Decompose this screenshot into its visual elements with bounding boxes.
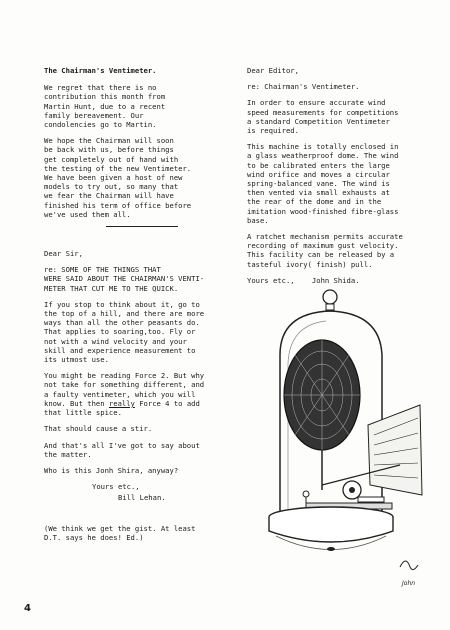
page-number: 4: [24, 603, 31, 614]
letter2-signature: John Shida.: [311, 275, 360, 285]
editor-note: (We think we get the gist. At least D.T. says he does! Ed.): [44, 523, 196, 542]
glass-dome-ventimeter-drawing: [250, 285, 430, 603]
letter-para-matter: And that's all I've got to say about the matter.: [44, 440, 200, 459]
letter-para-stir: That should cause a stir.: [44, 424, 153, 434]
fibre-glass-base: [269, 507, 393, 551]
letter2-para-ratchet: A ratchet mechanism permits accurate recording of maximum gust velocity. This facility can be released by a tasteful ivory( finish) pull.: [247, 232, 403, 269]
letter-para-force: [44, 371, 239, 417]
article-para-chairman: We hope the Chairman will soon be back with us, before things get completely out of hand with the testing of the new Ventimeter. We have been given a host of new models to try out, so many that we fear the Chairman will have finished his term of office before we've used them all.: [44, 136, 192, 219]
underlined-word: really: [108, 398, 135, 408]
letter2-signature-line: [247, 276, 419, 285]
letter-signature: Bill Lehan.: [118, 493, 166, 503]
letter2-para-standard: In order to ensure accurate wind speed measurements for competitions a standard Competition Ventimeter is required.: [247, 98, 399, 136]
letter-salutation: Dear Sir,: [44, 249, 83, 259]
letter-para-force-b: Force 4 to add that little spice.: [44, 398, 200, 418]
letter-para-question: Who is this Jonh Shira, anyway?: [44, 465, 179, 475]
gust-scale-dial: [368, 405, 422, 495]
letter-subject: re: SOME OF THE THINGS THAT WERE SAID ABOUT THE CHAIRMAN'S VENTI- METER THAT CUT ME TO THE QUICK.: [44, 265, 205, 293]
letter-para-force-a: You might be reading Force 2. But why not take for something different, and a faulty ventimeter, which you will know. But then: [44, 371, 205, 408]
letter2-para-machine: This machine is totally enclosed in a glass weatherproof dome. The wind to be calibrated enters the large wind orifice and moves a circular spring-balanced vane. The wind is then vented via small exhausts at the rear of the dome and in the imitation wood-finished fibre-glass base.: [247, 142, 399, 225]
artist-signature: John: [402, 580, 416, 587]
right-column: [247, 66, 419, 292]
letter2-subject: re: Chairman's Ventimeter.: [247, 82, 360, 92]
article-title: The Chairman's Ventimeter.: [44, 66, 157, 75]
article-para-bereavement: We regret that there is no contribution this month from Martin Hunt, due to a recent family bereavement. Our condolencies go to Martin.: [44, 83, 166, 130]
letter2-signoff: Yours etc.,: [247, 275, 295, 285]
letter-signoff: Yours etc.,: [92, 482, 140, 492]
letter-para-hill: If you stop to think about it, go to the top of a hill, and there are more ways than all the other peasants do. That applies to soaring,too. Fly or not with a wind velocity and your skill and experience measurement to its utmost use.: [44, 299, 205, 365]
letter2-salutation: Dear Editor,: [247, 66, 299, 75]
circular-vane: [284, 340, 360, 450]
left-column: [44, 66, 239, 549]
